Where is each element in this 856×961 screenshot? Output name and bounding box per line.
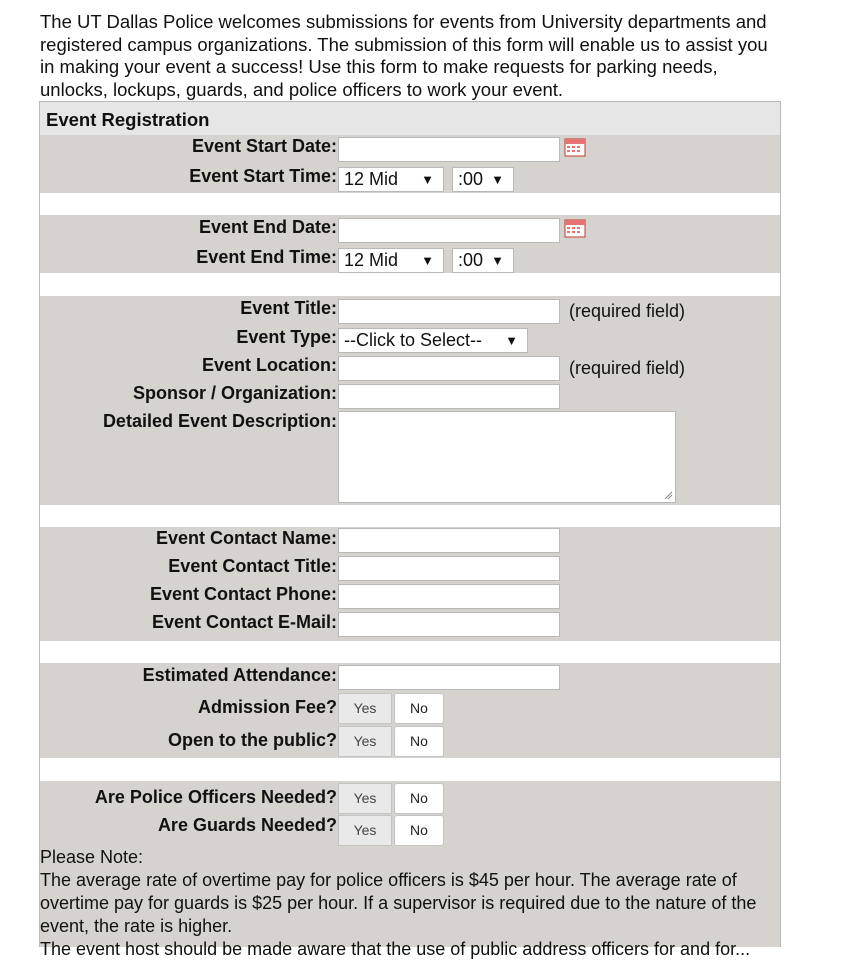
end-date-input[interactable] (338, 218, 560, 243)
required-note: (required field) (569, 301, 686, 321)
note-cut-line: The event host should be made aware that the use of public address officers for and for... (40, 939, 751, 959)
event-location-label: Event Location: (201, 355, 337, 375)
start-date-label: Event Start Date: (191, 136, 337, 156)
contact-name-input[interactable] (338, 528, 560, 553)
start-date-input[interactable] (338, 137, 560, 162)
form-header (40, 101, 780, 136)
end-minute-select[interactable] (452, 248, 514, 273)
contact-title-label: Event Contact Title: (168, 556, 337, 576)
note-heading: Please Note: (40, 847, 144, 867)
calendar-icon[interactable] (564, 218, 586, 238)
end-date-label: Event End Date: (198, 217, 337, 237)
public-no-button[interactable]: No (394, 726, 444, 757)
intro-text: The UT Dallas Police welcomes submissions for events from University departments and registered campus organizations. The submission of this form will enable us to assist you in making your event a success! Use this form to make requests for parking needs, unlocks, lockups, guards, and police officers to work your event. (40, 11, 768, 100)
description-label: Detailed Event Description: (102, 411, 337, 431)
event-title-input[interactable] (338, 299, 560, 324)
contact-phone-label: Event Contact Phone: (149, 584, 337, 604)
event-type-select[interactable] (338, 328, 528, 353)
chevron-down-icon: ▼ (505, 333, 518, 348)
chevron-down-icon: ▼ (491, 172, 504, 187)
end-minute-value: :00 (458, 250, 484, 270)
contact-title-input[interactable] (338, 556, 560, 581)
sponsor-label: Sponsor / Organization: (132, 383, 337, 403)
contact-email-label: Event Contact E-Mail: (151, 612, 337, 632)
form-title: Event Registration (46, 109, 210, 130)
police-needed-label: Are Police Officers Needed? (94, 787, 337, 807)
description-textarea[interactable] (338, 411, 676, 503)
end-time-label: Event End Time: (196, 247, 337, 267)
contact-phone-input[interactable] (338, 584, 560, 609)
attendance-input[interactable] (338, 665, 560, 690)
attendance-label: Estimated Attendance: (142, 665, 337, 685)
end-hour-select[interactable] (338, 248, 444, 273)
police-yes-button[interactable]: Yes (338, 783, 392, 814)
chevron-down-icon: ▼ (421, 253, 434, 268)
open-public-label: Open to the public? (168, 730, 337, 750)
chevron-down-icon: ▼ (491, 253, 504, 268)
note-body: The average rate of overtime pay for police officers is $45 per hour. The average rate of overtime pay for guards is $25 per hour. If a supervisor is required due to the nature of the event, the rate is higher. (40, 870, 757, 936)
event-title-label: Event Title: (240, 298, 337, 318)
guards-yes-button[interactable]: Yes (338, 815, 392, 846)
required-note: (required field) (569, 358, 686, 378)
start-time-label: Event Start Time: (189, 166, 337, 186)
start-minute-value: :00 (458, 169, 484, 189)
end-hour-value: 12 Mid (344, 250, 399, 270)
contact-name-label: Event Contact Name: (155, 528, 337, 548)
public-yes-button[interactable]: Yes (338, 726, 392, 757)
chevron-down-icon: ▼ (421, 172, 434, 187)
guards-no-button[interactable]: No (394, 815, 444, 846)
event-location-input[interactable] (338, 356, 560, 381)
guards-needed-label: Are Guards Needed? (157, 815, 337, 835)
contact-email-input[interactable] (338, 612, 560, 637)
start-minute-select[interactable] (452, 167, 514, 192)
start-hour-select[interactable] (338, 167, 444, 192)
admission-yes-button[interactable]: Yes (338, 693, 392, 724)
sponsor-input[interactable] (338, 384, 560, 409)
resize-grip-icon[interactable] (663, 490, 673, 500)
police-no-button[interactable]: No (394, 783, 444, 814)
admission-fee-label: Admission Fee? (197, 697, 337, 717)
event-type-value: --Click to Select-- (344, 330, 483, 350)
start-hour-value: 12 Mid (344, 169, 399, 189)
pay-note (40, 846, 780, 961)
admission-no-button[interactable]: No (394, 693, 444, 724)
calendar-icon[interactable] (564, 137, 586, 157)
event-registration-form (39, 101, 781, 959)
event-type-label: Event Type: (236, 327, 337, 347)
